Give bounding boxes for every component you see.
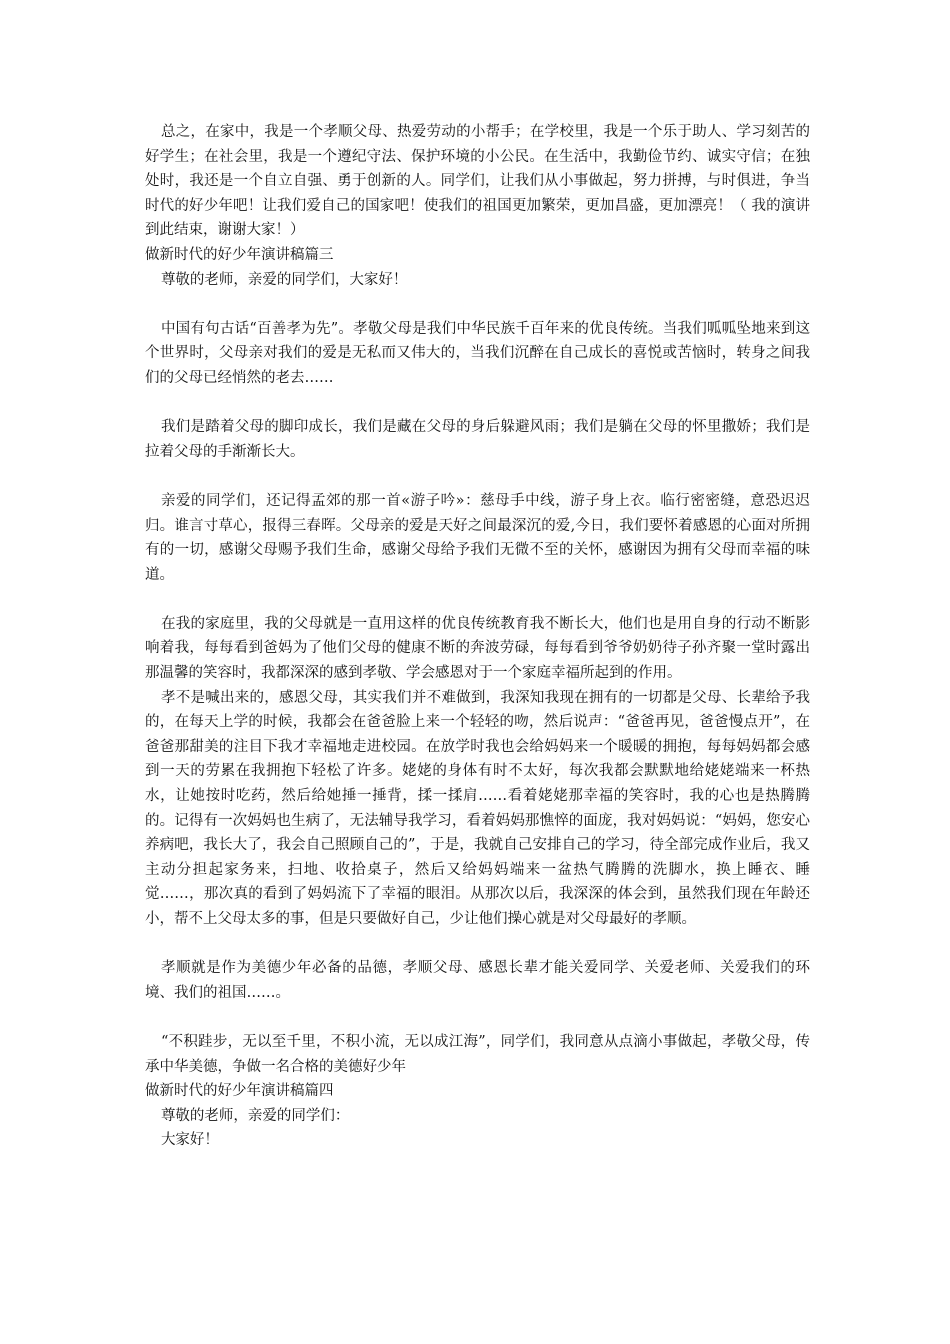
paragraph-gap — [145, 932, 810, 957]
paragraph-gap — [145, 1005, 810, 1030]
paragraph-poem: 亲爱的同学们，还记得孟郊的那一首«游子吟»：慈母手中线，游子身上衣。临行密密缝，意恐迟迟归。谁言寸草心，报得三春晖。父母亲的爱是天好之间最深沉的爱,今日，我们要怀着感恩的心面对所拥有的一切，感谢父母赐予我们生命，感谢父母给予我们无微不至的关怀，感谢因为拥有父母而幸福的味道。 — [145, 492, 810, 583]
paragraph-gap — [145, 587, 810, 612]
section-heading-three: 做新时代的好少年演讲稿篇三 — [145, 246, 334, 263]
paragraph-gratitude-story: 孝不是喊出来的，感恩父母，其实我们并不难做到，我深知我现在拥有的一切都是父母、长辈给予我的，在每天上学的时候，我都会在爸爸脸上来一个轻轻的吻，然后说声：“爸爸再见，爸爸慢点开”，在爸爸那甜美的注目下我才幸福地走进校园。在放学时我也会给妈妈来一个暖暖的拥抱，每每妈妈都会感到一天的劳累在我拥抱下轻松了许多。姥姥的身体有时不太好，每次我都会默默地给姥姥端来一杯热水，让她按时吃药，然后给她捶一捶背，揉一揉肩……看着姥姥那幸福的笑容时，我的心也是热腾腾的。记得有一次妈妈也生病了，无法辅导我学习，看着妈妈那憔悴的面庞，我对妈妈说：“妈妈，您安心养病吧，我长大了，我会自己照顾自己的”，于是，我就自己安排自己的学习，待全部完成作业后，我又主动分担起家务来，扫地、收拾桌子，然后又给妈妈端来一盆热气腾腾的洗脚水，换上睡衣、睡觉……，那次真的看到了妈妈流下了幸福的眼泪。从那次以后，我深深的体会到，虽然我们现在年龄还小，帮不上父母太多的事，但是只要做好自己，少让他们操心就是对父母最好的孝顺。 — [145, 689, 810, 927]
paragraph-conclusion: 总之，在家中，我是一个孝顺父母、热爱劳动的小帮手；在学校里，我是一个乐于助人、学习刻苦的好学生；在社会里，我是一个遵纪守法、保护环境的小公民。在生活中，我勤俭节约、诚实守信；在独处时，我还是一个自立自强、勇于创新的人。同学们，让我们从小事做起，努力拼搏，与时俱进，争当时代的好少年吧！让我们爱自己的国家吧！使我们的祖国更加繁荣，更加昌盛，更加漂亮！（ 我的演讲到此结束，谢谢大家！） — [145, 124, 810, 239]
paragraph-gap — [145, 292, 810, 317]
paragraph-footsteps: 我们是踏着父母的脚印成长，我们是藏在父母的身后躲避风雨；我们是躺在父母的怀里撒娇；我们是拉着父母的手渐渐长大。 — [145, 419, 810, 460]
paragraph-closing-quote: “不积跬步，无以至千里，不积小流，无以成江海”，同学们，我同意从点滴小事做起，孝敬父母，传承中华美德，争做一名合格的美德好少年 — [145, 1033, 810, 1075]
greeting-line-four: 尊敬的老师，亲爱的同学们： — [160, 1107, 350, 1124]
paragraph-gap — [145, 464, 810, 489]
paragraph-filial-piety: 中国有句古话“百善孝为先”。孝敬父母是我们中华民族千百年来的优良传统。当我们呱呱坠地来到这个世界时，父母亲对我们的爱是无私而又伟大的，当我们沉醉在自己成长的喜悦或苦恼时，转身之间我们的父母已经悄然的老去…… — [145, 320, 810, 386]
greeting-line: 尊敬的老师，亲爱的同学们，大家好！ — [160, 271, 408, 288]
document-body — [145, 120, 810, 1153]
paragraph-gap — [145, 391, 810, 416]
paragraph-family: 在我的家庭里，我的父母就是一直用这样的优良传统教育我不断长大，他们也是用自身的行动不断影响着我，每每看到爸妈为了他们父母的健康不断的奔波劳碌，每每看到爷爷奶奶待子孙齐聚一堂时露出那温馨的笑容时，我都深深的感到孝敬、学会感恩对于一个家庭幸福所起到的作用。 — [145, 615, 810, 682]
section-heading-four: 做新时代的好少年演讲稿篇四 — [145, 1083, 334, 1100]
hello-everyone-line: 大家好！ — [160, 1132, 219, 1149]
paragraph-virtue: 孝顺就是作为美德少年必备的品德，孝顺父母、感恩长辈才能关爱同学、关爱老师、关爱我们的环境、我们的祖国……。 — [145, 960, 810, 1001]
